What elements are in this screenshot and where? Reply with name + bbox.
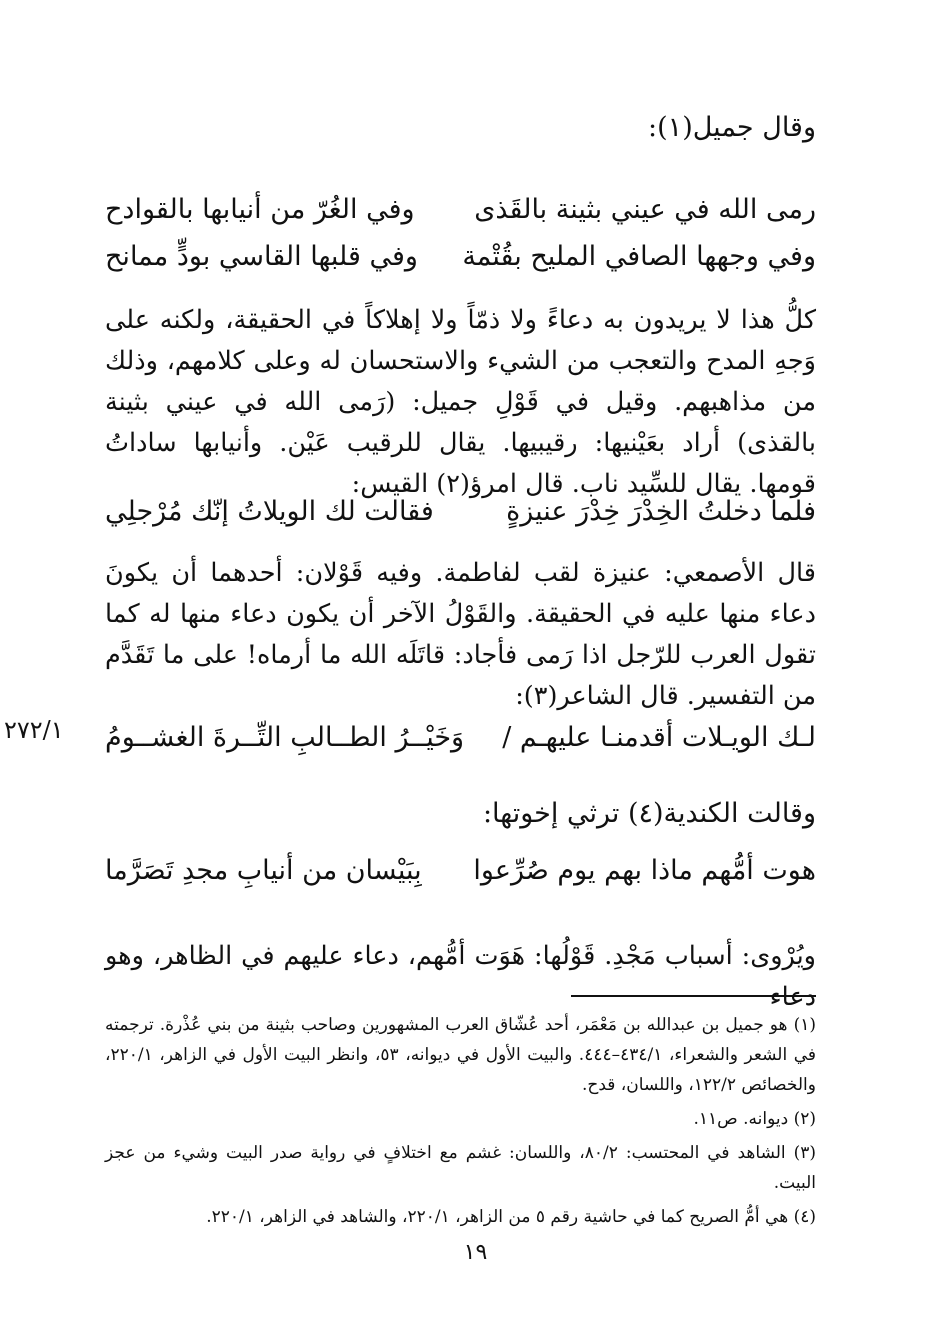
verse-first-hemistich: وفي وجهها الصافي المليح بقُتْمة	[462, 240, 816, 272]
poem-verse	[105, 714, 816, 760]
margin-page-reference: ٢٧٢/١	[4, 716, 64, 744]
verse-second-hemistich: فقالت لك الويلاتُ إنّك مُرْجلِي	[105, 495, 434, 527]
verse-first-hemistich: فلما دخلتُ الخِدْرَ خِدْرَ عنيزةٍ	[506, 495, 816, 527]
verse-second-hemistich: وَخَيْــرُ الطــالبِ التِّــرةَ الغشــومُ	[105, 721, 465, 753]
footnote: (٤) هي أمُّ الصريح كما في حاشية رقم ٥ من الزاهر، ٢٢٠/١، والشاهد في الزاهر، ٢٢٠/١.	[206, 1207, 816, 1227]
verse-second-hemistich: بِبَيْسان من أنيابِ مجدِ تَصَرَّما	[105, 854, 422, 886]
poem-verse	[105, 847, 816, 893]
verse-second-hemistich: وفي الغُرّ من أنيابها بالقوادح	[105, 193, 415, 225]
page-number: ١٩	[463, 1240, 488, 1265]
poem-verse	[105, 488, 816, 534]
body-paragraph: كلُّ هذا لا يريدون به دعاءً ولا ذمّاً ولا إهلاكاً في الحقيقة، ولكنه على وَجهِ المدح والتعجب من الشيء والاستحسان له وعلى كلامهم، وذلك من مذاهبهم. وقيل في قَوْلِ جميل: (رَمى الله في عيني بثينة بالقذى) أراد بعَيْنيها: رقيبيها. يقال للرقيب عَيْن. وأنيابها ساداتُ قومها. يقال للسِّيد ناب. قال امرؤ(٢) القيس:	[105, 305, 816, 499]
body-paragraph: قال الأصمعي: عنيزة لقب لفاطمة. وفيه قَوْلان: أحدهما أن يكونَ دعاء منها عليه في الحقيقة. والقَوْلُ الآخر أن يكون دعاء منها له كما تقول العرب للرّجل اذا رَمى فأجاد: قاتَلَه الله ما أرماه! على ما تَقَدَّم من التفسير. قال الشاعر(٣):	[105, 558, 816, 711]
poem-verse	[105, 233, 816, 279]
footnote: (٢) ديوانه. ص١١.	[693, 1109, 816, 1129]
footnote: (٣) الشاهد في المحتسب: ٨٠/٢، واللسان: غشم مع اختلافٍ في رواية صدر البيت وشيء من عجز البيت.	[105, 1143, 816, 1193]
body-paragraph: ويُرْوى: أسباب مَجْدِ. قَوْلُها: هَوَت أمُّهم، دعاء عليهم في الظاهر، وهو دعاء	[105, 941, 816, 1012]
footnotes	[105, 1010, 816, 1236]
verse-second-hemistich: وفي قلبها القاسي بودٍّ ممانح	[105, 240, 418, 272]
verse-intro: وقال جميل(١):	[648, 112, 816, 143]
footnote-separator	[571, 995, 816, 997]
verse-first-hemistich: هوت أمُّهم ماذا بهم يوم صُرِّعوا	[473, 854, 816, 886]
verse-first-hemistich: لـك الويـلات أقدمنـا عليهـم /	[502, 721, 816, 753]
verse-first-hemistich: رمى الله في عيني بثينة بالقَذى	[474, 193, 816, 225]
footnote: (١) هو جميل بن عبدالله بن مَعْمَر، أحد عُشّاق العرب المشهورين وصاحب بثينة من بني عُذْرة. ترجمته في الشعر والشعراء، ٤٣٤/١–٤٤٤. والبيت الأول في ديوانه، ٥٣، وانظر البيت الأول في الزاهر، ٢٢٠/١، والخصائص ١٢٢/٢، واللسان، قدح.	[105, 1015, 816, 1095]
poem-verse	[105, 186, 816, 232]
verse-intro: وقالت الكندية(٤) ترثي إخوتها:	[482, 798, 816, 829]
